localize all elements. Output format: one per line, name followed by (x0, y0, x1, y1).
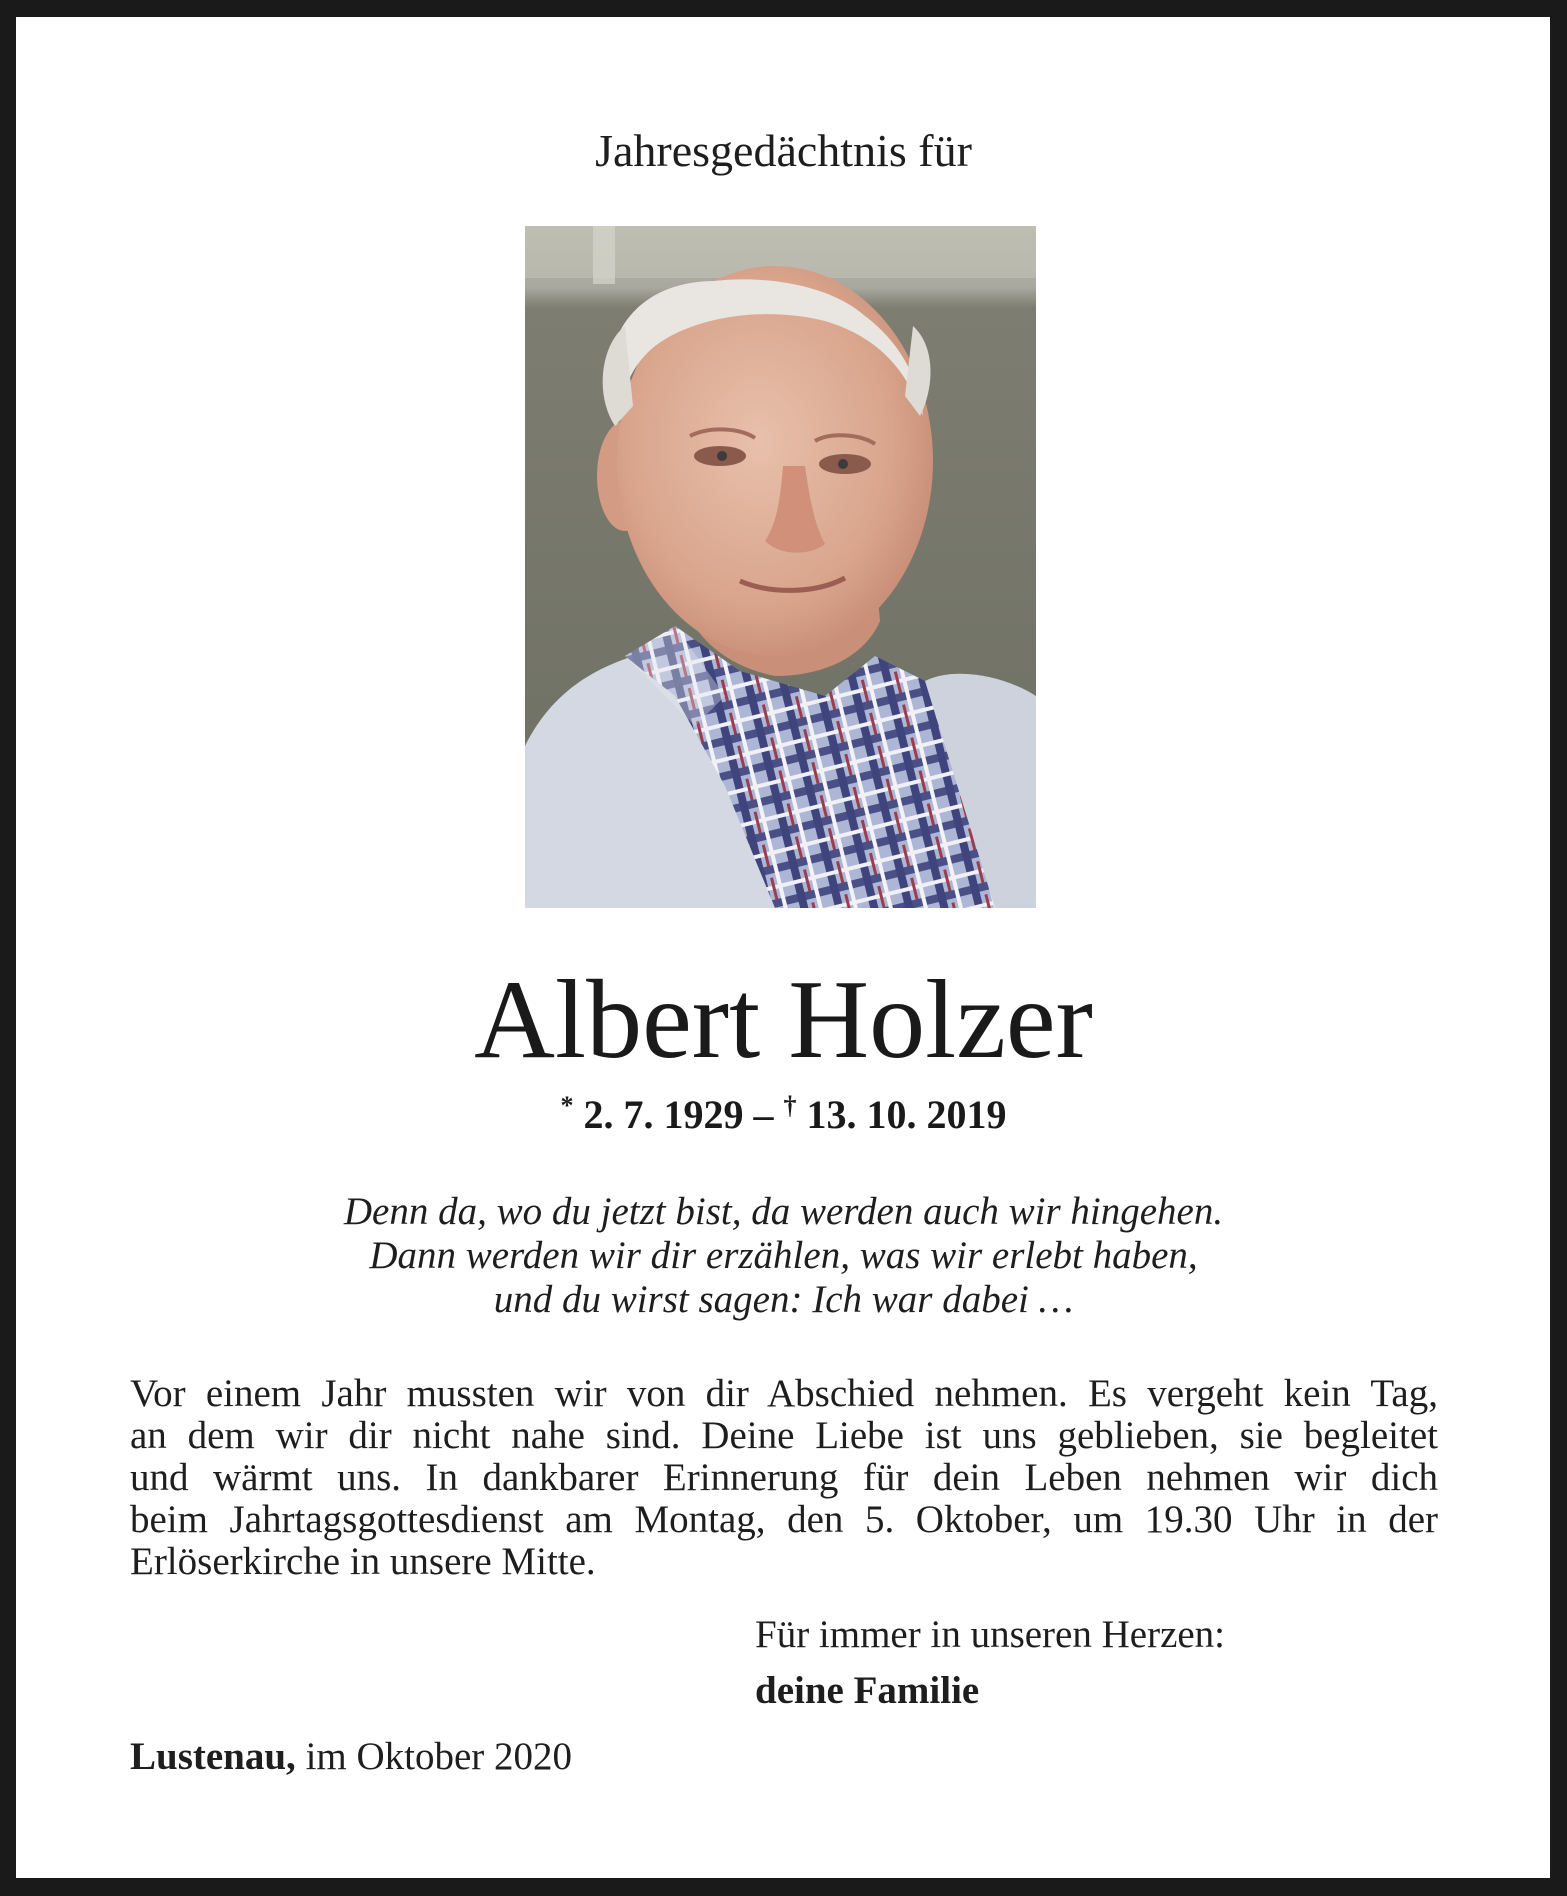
place-name: Lustenau, (130, 1735, 296, 1778)
poem-quote (0, 1190, 1567, 1322)
poem-line: Denn da, wo du jetzt bist, da werden auch wir hingehen. (343, 1190, 1224, 1233)
poem-line: und du wirst sagen: Ich war dabei … (493, 1278, 1074, 1321)
message-line: beim Jahrtagsgottesdienst am Montag, den 5. Oktober, um 19.30 Uhr in der (130, 1498, 1438, 1541)
life-dates (0, 1090, 1567, 1140)
deceased-name: Albert Holzer (474, 958, 1093, 1082)
notice-heading: Jahresgedächtnis für (595, 125, 972, 176)
message-line: Erlöserkirche in unsere Mitte. (130, 1540, 596, 1583)
signoff-family: deine Familie (755, 1669, 980, 1712)
place-and-date (130, 1729, 572, 1785)
poem-line: Dann werden wir dir erzählen, was wir erlebt haben, (369, 1234, 1198, 1277)
portrait-photo (525, 226, 1036, 908)
message-line: und wärmt uns. In dankbarer Erinnerung für dein Leben nehmen wir dich (130, 1456, 1438, 1499)
notice-date: im Oktober 2020 (295, 1735, 573, 1778)
date-dash: – (753, 1092, 774, 1137)
death-symbol: † (783, 1091, 797, 1120)
message-line: an dem wir dir nicht nahe sind. Deine Liebe ist uns geblieben, sie begleitet (130, 1414, 1438, 1457)
birth-date: 2. 7. 1929 (583, 1092, 744, 1137)
memorial-message (130, 1373, 1438, 1583)
birth-symbol: * (560, 1091, 574, 1120)
death-date: 13. 10. 2019 (806, 1092, 1007, 1137)
signoff-line: Für immer in unseren Herzen: (755, 1613, 1226, 1656)
signoff (755, 1607, 1225, 1719)
message-line: Vor einem Jahr mussten wir von dir Abschied nehmen. Es vergeht kein Tag, (130, 1372, 1438, 1415)
